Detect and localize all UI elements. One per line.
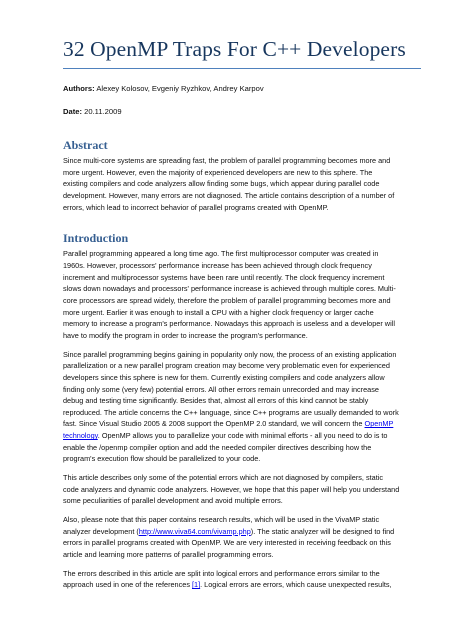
intro-paragraph-1: [63, 248, 421, 341]
text-line: existing compilers and code analyzers allow finding some bugs, which appear during parallel code: [63, 179, 380, 189]
text-segment: approach used in one of the references: [63, 580, 192, 590]
text-line: developers since this sphere is new for them. Currently existing compilers and code analyzers allow: [63, 372, 385, 382]
text-line: 1960s. However, processors' performance increase has been achieved through clock frequency: [63, 260, 372, 270]
page-title: 32 OpenMP Traps For C++ Developers: [63, 37, 406, 61]
text-line: Also, please note that this paper contains research results, which will be used in the VivaMP static: [63, 515, 380, 525]
text-line: [63, 579, 421, 591]
intro-paragraph-2: [63, 349, 421, 466]
text-line: some peculiarities of parallel development and avoid multiple errors.: [63, 496, 283, 506]
authors-value: Alexey Kolosov, Evgeniy Ryzhkov, Andrey Karpov: [96, 84, 264, 93]
openmp-link[interactable]: OpenMP: [364, 419, 394, 429]
date-label: Date:: [63, 107, 82, 116]
title-divider: [63, 68, 421, 69]
abstract-paragraph: [63, 155, 421, 213]
text-line: parallelization or a new parallel program creation may become very problematic even for experienced: [63, 361, 390, 371]
text-segment: . Logical errors are errors, which cause unexpected results,: [200, 580, 392, 590]
text-line: slows down nowadays and processors' performance increase is achieved through multiple cores. Multi-: [63, 284, 396, 294]
authors-line: [63, 83, 418, 94]
abstract-heading: Abstract: [63, 138, 108, 152]
text-line: more urgent. However, even the majority of experienced developers are new to this sphere. The: [63, 167, 373, 177]
text-line: [63, 526, 421, 538]
text-segment: . OpenMP allows you to parallelize your code with minimal efforts - all you need to do is to: [97, 431, 388, 441]
text-line: debug and testing time significantly. Besides that, almost all errors of this kind cannot be stably: [63, 396, 369, 406]
text-line: increment and multiprocessor systems have been rare until recently. The clock frequency increment: [63, 272, 385, 282]
text-line: memory to increase a program's performance. Nowadays this approach is useless and a developer will: [63, 319, 395, 329]
vivamp-url-link[interactable]: http://www.viva64.com/vivamp.php: [138, 526, 251, 536]
reference-1-link[interactable]: [1]: [192, 580, 201, 590]
text-line: This article describes only some of the potential errors which are not diagnosed by compilers, static: [63, 473, 383, 483]
text-line: errors in parallel programs created with OpenMP. We are very interested in receiving feedback on this: [63, 538, 391, 548]
date-value: 20.11.2009: [84, 107, 122, 116]
text-line: [63, 430, 421, 442]
intro-paragraph-4: [63, 514, 421, 561]
text-line: development. However, many errors are not diagnosed. The article contains description of a number of: [63, 190, 395, 200]
text-line: code analyzers and dynamic code analyzers. However, we hope that this paper will help you understand: [63, 484, 400, 494]
text-line: have to modify the program in order to increase the program's performance.: [63, 330, 308, 340]
text-line: program's execution flow should be parallelized to your code.: [63, 454, 261, 464]
text-line: The errors described in this article are split into logical errors and performance errors similar to the: [63, 568, 380, 578]
text-line: [63, 418, 421, 430]
text-line: enable the /openmp compiler option and add the needed compiler directives describing how the: [63, 442, 372, 452]
text-line: Parallel programming appeared a long time ago. The first multiprocessor computer was created in: [63, 249, 379, 259]
text-line: more urgent. Earlier it was enough to install a CPU with a higher clock frequency or larger cache: [63, 307, 374, 317]
text-segment: fast. Since Visual Studio 2005 & 2008 support the OpenMP 2.0 standard, we will concern the: [63, 419, 365, 429]
text-segment: analyzer development (: [63, 526, 139, 536]
text-line: article and learning more patterns of parallel programming errors.: [63, 550, 274, 560]
intro-paragraph-3: [63, 472, 421, 507]
text-line: Since parallel programming begins gaining in popularity only now, the process of an existing application: [63, 349, 397, 359]
text-segment: ). The static analyzer will be designed to find: [250, 526, 395, 536]
authors-label: Authors:: [63, 84, 95, 93]
text-line: reproduced. The article concerns the C++ language, since C++ programs are usually demanded to work: [63, 407, 399, 417]
introduction-heading: Introduction: [63, 231, 129, 246]
openmp-technology-link[interactable]: technology: [63, 431, 98, 441]
text-line: finding only some (very few) potential errors. All other errors remain unrecorded and may increase: [63, 384, 379, 394]
intro-paragraph-5: [63, 568, 421, 591]
text-line: core processors are spread widely, therefore the problem of parallel programming becomes more and: [63, 295, 391, 305]
date-line: [63, 106, 418, 117]
text-line: Since multi-core systems are spreading fast, the problem of parallel programming becomes more and: [63, 156, 391, 165]
text-line: errors, which lead to incorrect behavior of parallel programs created with OpenMP.: [63, 202, 329, 212]
